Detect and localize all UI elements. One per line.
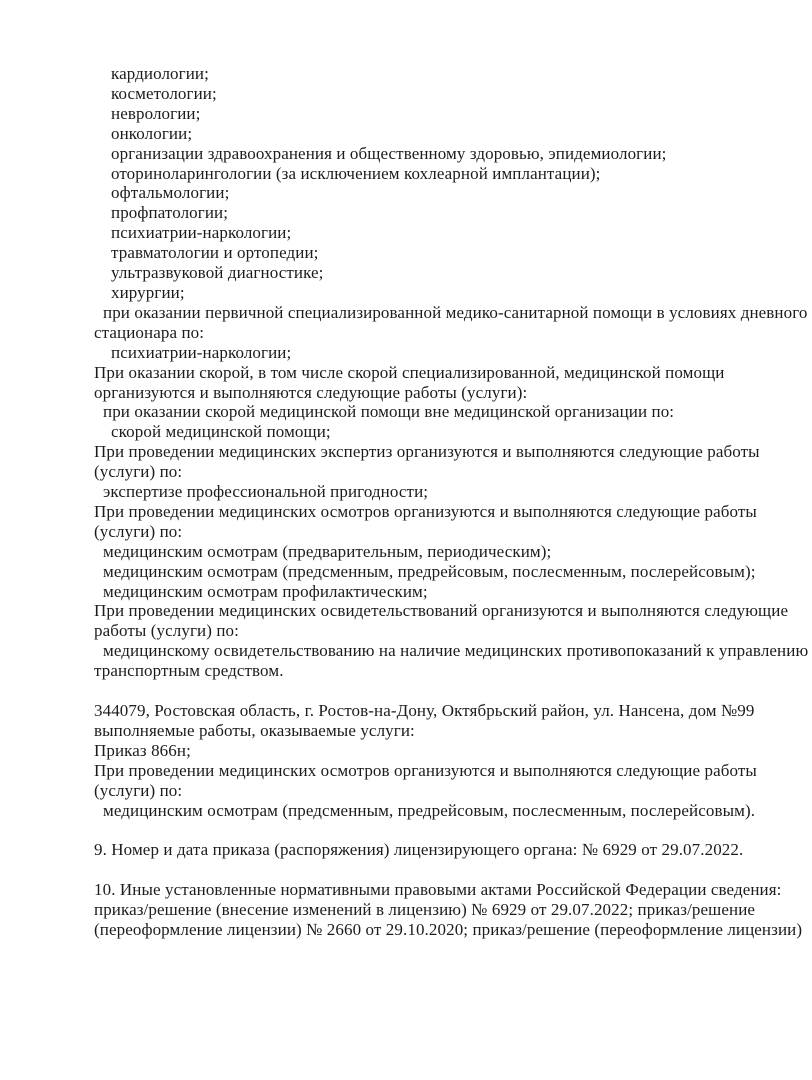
- document-line: онкологии;: [111, 123, 193, 143]
- document-line: 10. Иные установленные нормативными правовыми актами Российской Федерации сведения:: [94, 880, 782, 900]
- document-line: транспортным средством.: [94, 661, 284, 681]
- blank-line: [94, 820, 800, 840]
- document-line: приказ/решение (внесение изменений в лицензию) № 6929 от 29.07.2022; приказ/решение: [94, 900, 756, 920]
- document-line: офтальмологии;: [111, 183, 230, 203]
- document-text-block: [94, 64, 809, 940]
- document-line: скорой медицинской помощи;: [111, 422, 331, 442]
- document-line: медицинским осмотрам профилактическим;: [103, 581, 428, 601]
- document-line: 9. Номер и дата приказа (распоряжения) лицензирующего органа: № 6929 от 29.07.2022.: [94, 840, 744, 860]
- document-line: оториноларингологии (за исключением кохлеарной имплантации);: [111, 163, 601, 183]
- document-line: при оказании первичной специализированной медико-санитарной помощи в условиях дневного: [103, 302, 808, 322]
- blank-line: [94, 681, 800, 701]
- document-line: медицинскому освидетельствованию на наличие медицинских противопоказаний к управлению: [103, 641, 809, 661]
- document-line: ультразвуковой диагностике;: [111, 263, 324, 283]
- document-line: (переоформление лицензии) № 2660 от 29.10.2020; приказ/решение (переоформление лицензии): [94, 919, 803, 939]
- blank-line: [94, 860, 800, 880]
- document-line: работы (услуги) по:: [94, 621, 239, 641]
- document-line: организуются и выполняются следующие работы (услуги):: [94, 382, 528, 402]
- document-line: хирургии;: [111, 282, 185, 302]
- document-line: профпатологии;: [111, 203, 229, 223]
- document-line: (услуги) по:: [94, 521, 183, 541]
- document-line: организации здравоохранения и общественному здоровью, эпидемиологии;: [111, 143, 667, 163]
- document-line: Приказ 866н;: [94, 740, 191, 760]
- document-line: При проведении медицинских осмотров организуются и выполняются следующие работы: [94, 760, 757, 780]
- document-line: медицинским осмотрам (предсменным, предрейсовым, послесменным, послерейсовым).: [103, 800, 756, 820]
- document-line: медицинским осмотрам (предварительным, периодическим);: [103, 541, 552, 561]
- document-line: психиатрии-наркологии;: [111, 342, 292, 362]
- document-line: 344079, Ростовская область, г. Ростов-на-Дону, Октябрьский район, ул. Нансена, дом №99: [94, 700, 755, 720]
- document-line: стационара по:: [94, 322, 205, 342]
- document-line: При проведении медицинских осмотров организуются и выполняются следующие работы: [94, 501, 757, 521]
- document-line: при оказании скорой медицинской помощи вне медицинской организации по:: [103, 402, 675, 422]
- document-line: При проведении медицинских экспертиз организуются и выполняются следующие работы: [94, 442, 760, 462]
- document-line: косметологии;: [111, 83, 217, 103]
- document-line: травматологии и ортопедии;: [111, 243, 319, 263]
- document-line: выполняемые работы, оказываемые услуги:: [94, 720, 415, 740]
- document-line: кардиологии;: [111, 64, 209, 83]
- document-line: При оказании скорой, в том числе скорой специализированной, медицинской помощи: [94, 362, 725, 382]
- document-line: (услуги) по:: [94, 462, 183, 482]
- document-line: экспертизе профессиональной пригодности;: [103, 482, 429, 502]
- document-line: психиатрии-наркологии;: [111, 223, 292, 243]
- document-line: При проведении медицинских освидетельствований организуются и выполняются следующие: [94, 601, 789, 621]
- document-line: (услуги) по:: [94, 780, 183, 800]
- document-line: неврологии;: [111, 103, 201, 123]
- document-line: медицинским осмотрам (предсменным, предрейсовым, послесменным, послерейсовым);: [103, 561, 756, 581]
